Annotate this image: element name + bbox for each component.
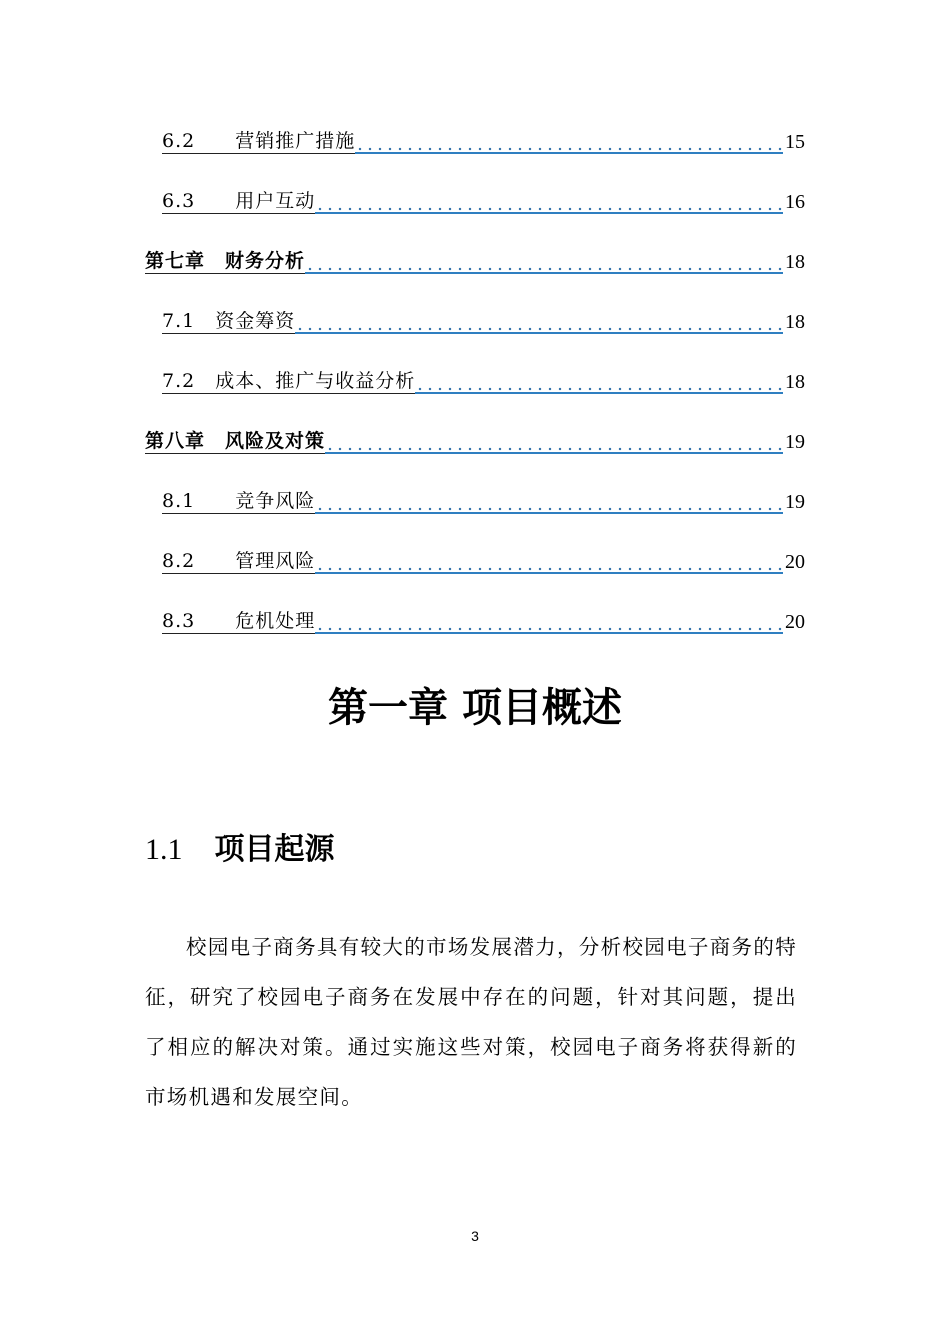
toc-title: 8.2 管理风险 [162,550,316,572]
toc-leader [315,198,783,214]
toc-title: 8.1 竞争风险 [162,490,316,512]
toc-title: 6.3 用户互动 [162,190,316,212]
toc-leader [315,558,783,574]
toc-leader [315,498,783,514]
section-number: 1.1 [145,833,183,866]
toc-page: 18 [785,251,805,273]
toc-leader [305,258,783,274]
toc-leader [325,438,783,454]
toc-title: 7.1 资金筹资 [162,310,296,332]
toc-leader [315,618,783,634]
toc-title: 6.2 营销推广措施 [162,130,356,152]
toc-entry[interactable] [162,124,805,154]
toc-page: 18 [785,371,805,393]
toc-leader [295,318,783,334]
toc-leader [355,138,783,154]
section-heading [145,824,335,868]
toc-page: 16 [785,191,805,213]
page-number: 3 [471,1228,479,1244]
toc-page: 20 [785,551,805,573]
toc-title: 第七章 财务分析 [145,250,306,272]
toc-page: 19 [785,491,805,513]
section-title: 项目起源 [214,832,335,867]
body-paragraph: 校园电子商务具有较大的市场发展潜力，分析校园电子商务的特征，研究了校园电子商务在发展中存在的问题，针对其问题，提出了相应的解决对策。通过实施这些对策，校园电子商务将获得新的市场机遇和发展空间。 [145,935,797,1109]
chapter-title: 第一章 项目概述 [328,685,622,731]
toc-title: 第八章 风险及对策 [145,430,326,452]
toc-page: 20 [785,611,805,633]
toc-title: 8.3 危机处理 [162,610,316,632]
toc-entry[interactable] [162,484,805,514]
toc-page: 18 [785,311,805,333]
toc-entry[interactable] [145,424,805,454]
toc-entry[interactable] [162,544,805,574]
toc-page: 15 [785,131,805,153]
toc-title: 7.2 成本、推广与收益分析 [162,370,416,392]
toc-entry[interactable] [162,304,805,334]
toc-entry[interactable] [162,184,805,214]
toc-entry[interactable] [162,604,805,634]
toc-page: 19 [785,431,805,453]
toc-leader [415,378,783,394]
toc-entry[interactable] [145,244,805,274]
toc-entry[interactable] [162,364,805,394]
